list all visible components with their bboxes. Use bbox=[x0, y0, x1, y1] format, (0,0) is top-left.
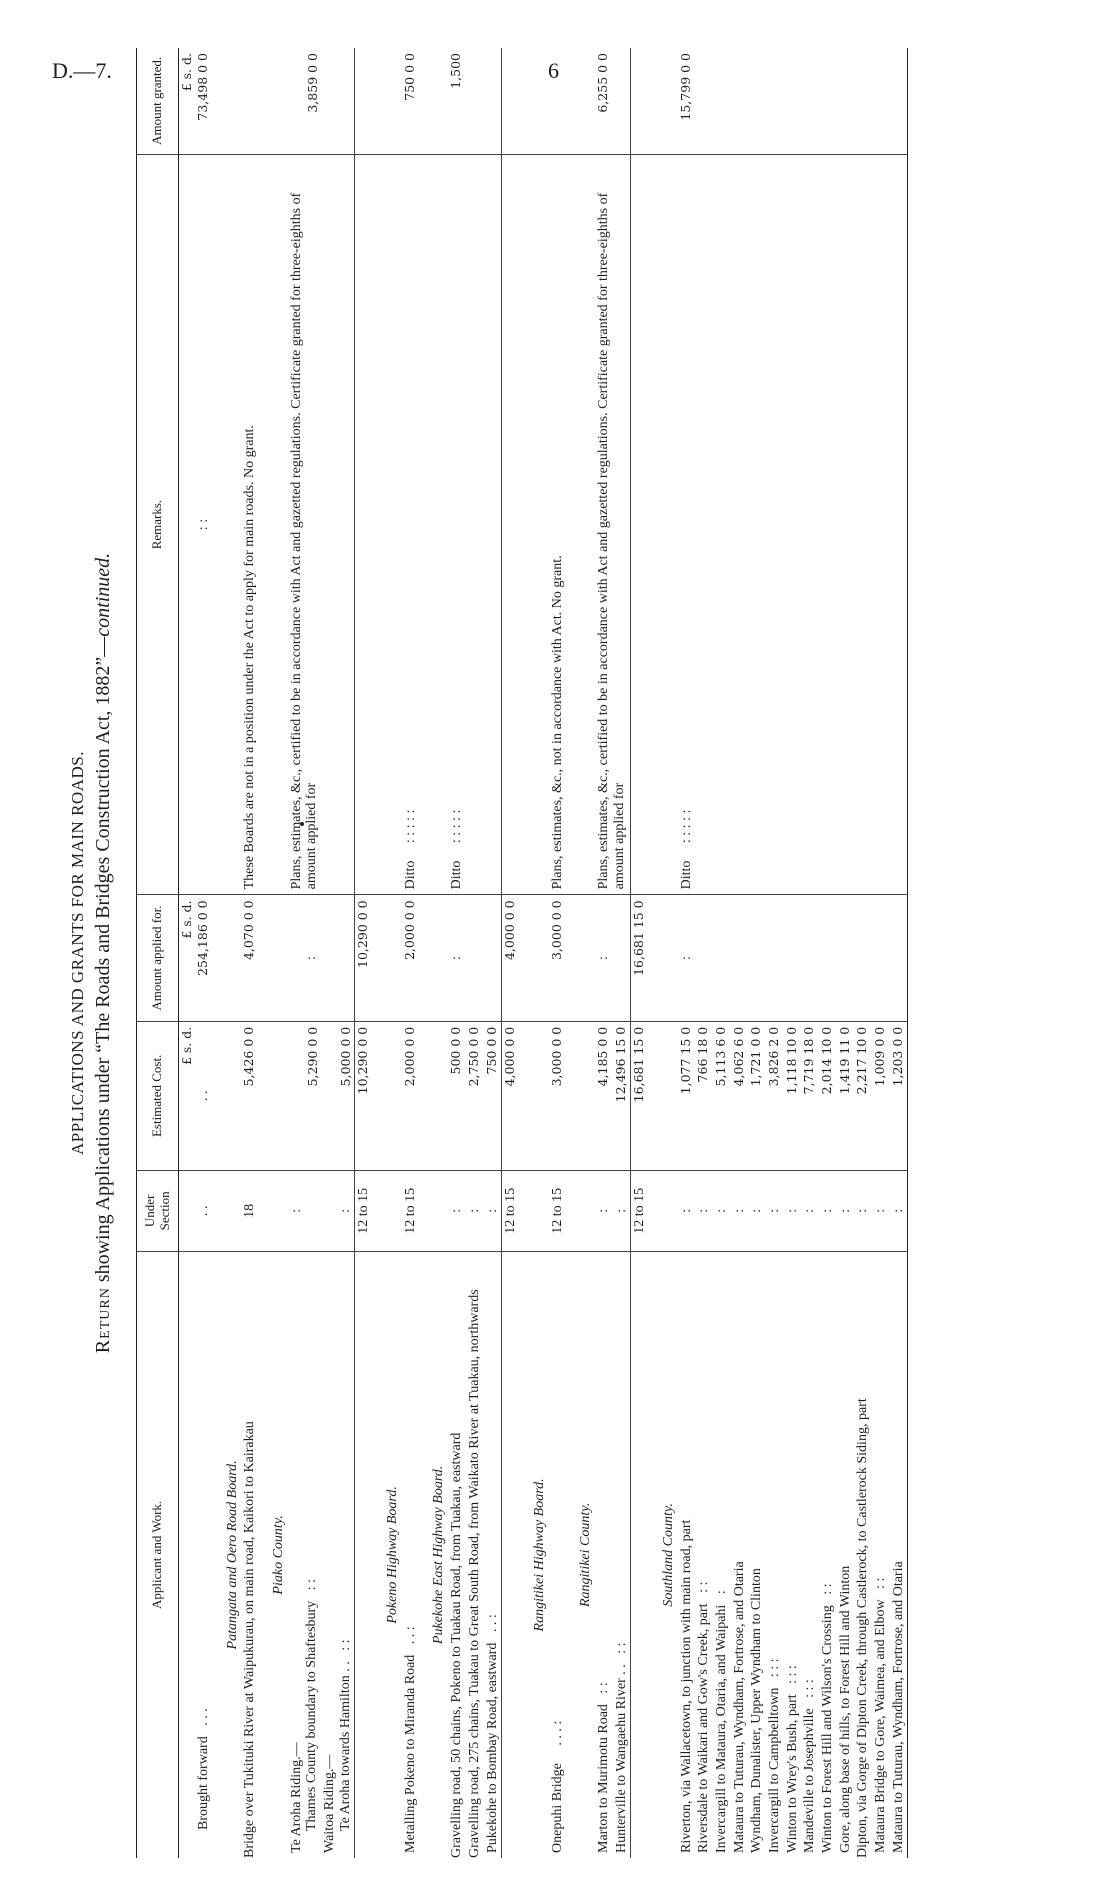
estimated-cell: 2,000 0 0 bbox=[402, 1021, 420, 1170]
group-heading: Rangitikei Highway Board. bbox=[531, 48, 549, 1858]
estimated-cell: 1,721 0 0 bbox=[748, 1021, 766, 1170]
estimated-total: 4,000 0 0 bbox=[502, 1021, 520, 1170]
work-cell: Marton to Murimotu Road : : bbox=[595, 1682, 611, 1853]
col-estimated-cost: Estimated Cost. bbox=[137, 1021, 179, 1170]
main-roads-table bbox=[136, 48, 908, 1858]
table-subtitle bbox=[92, 48, 115, 1858]
col-remarks: Remarks. bbox=[137, 154, 179, 895]
section-cell: 12 to 15 bbox=[355, 1170, 373, 1251]
subtitle-prefix: Return bbox=[92, 1287, 114, 1354]
subtotal-row bbox=[502, 48, 520, 1858]
remarks-cell: Plans, estimates, &c., not in accordance with Act. No grant. bbox=[549, 154, 567, 895]
subtitle-suffix: continued. bbox=[92, 552, 114, 637]
estimated-total: 10,290 0 0 bbox=[355, 1021, 373, 1170]
granted-cell: 6,255 0 0 bbox=[595, 48, 613, 154]
table-row bbox=[766, 48, 784, 1858]
work-cell: Brought forward . . . bbox=[196, 1708, 212, 1830]
group-heading: Piako County. bbox=[270, 48, 288, 1858]
subtitle-main: showing Applications under “The Roads and Bridges Construction Act, 1882”— bbox=[92, 636, 114, 1283]
table-row bbox=[695, 48, 713, 1858]
subtotal-row bbox=[631, 48, 649, 1858]
section-cell: . . bbox=[195, 1170, 213, 1251]
units-granted: £ s. d. bbox=[179, 48, 196, 154]
work-cell: Gravelling road, 50 chains, Pokeno to Tuakau Road, from Tuakau, eastward bbox=[449, 1432, 465, 1858]
remarks-cell: These Boards are not in a position under the Act to apply for main roads. No grant. bbox=[241, 154, 259, 895]
estimated-cell: 5,113 6 0 bbox=[713, 1021, 731, 1170]
section-cell: : bbox=[872, 1170, 890, 1251]
work-cell: Bridge over Tukituki River at Waipukurau, on main road, Kaikori to Kairakau bbox=[242, 1421, 258, 1858]
estimated-cell: 4,062 6 0 bbox=[731, 1021, 749, 1170]
section-cell: : bbox=[766, 1170, 784, 1251]
granted-cell: 73,498 0 0 bbox=[195, 48, 213, 154]
estimated-cell: 2,014 10 0 bbox=[819, 1021, 837, 1170]
section-cell: 12 to 15 bbox=[631, 1170, 649, 1251]
remarks-cell: Ditto : : : : : bbox=[402, 154, 420, 895]
section-cell: : bbox=[595, 1170, 613, 1251]
group-heading: Pokeno Highway Board. bbox=[384, 48, 402, 1858]
section-cell: : bbox=[288, 1170, 321, 1251]
group-heading: Rangitikei County. bbox=[577, 48, 595, 1858]
table-row bbox=[890, 48, 908, 1858]
estimated-cell: 750 0 0 bbox=[484, 1021, 502, 1170]
group-heading: Patangata and Oero Road Board. bbox=[224, 48, 242, 1858]
section-cell: 12 to 15 bbox=[549, 1170, 567, 1251]
table-row bbox=[713, 48, 731, 1858]
estimated-cell: 1,203 0 0 bbox=[890, 1021, 908, 1170]
estimated-cell: 766 18 0 bbox=[695, 1021, 713, 1170]
table-row bbox=[241, 48, 259, 1858]
subtotal-row bbox=[355, 48, 373, 1858]
applied-cell: : bbox=[595, 895, 613, 1021]
table-row bbox=[595, 48, 613, 1858]
table-row bbox=[402, 48, 420, 1858]
document-reference: D.—7. bbox=[52, 58, 112, 83]
work-cell: Mandeville to Josephville : : : bbox=[802, 1679, 818, 1853]
applied-total: 16,681 15 0 bbox=[631, 895, 649, 1021]
units-applied: £ s. d. bbox=[179, 895, 196, 1021]
col-amount-granted: Amount granted. bbox=[137, 48, 179, 154]
work-cell: Onepuhi Bridge . . . : bbox=[549, 1720, 565, 1853]
section-cell: 12 to 15 bbox=[502, 1170, 520, 1251]
applied-total: 4,000 0 0 bbox=[502, 895, 520, 1021]
estimated-cell: 2,750 0 0 bbox=[466, 1021, 484, 1170]
estimated-cell: 5,000 0 0 bbox=[321, 1021, 355, 1170]
estimated-cell: 2,217 10 0 bbox=[854, 1021, 872, 1170]
table-row bbox=[288, 48, 321, 1858]
work-cell: Gravelling road, 275 chains, Tuakau to Great South Road, from Waikato River at Tuakau, northwards bbox=[466, 1289, 482, 1858]
applied-cell: : bbox=[678, 895, 696, 1021]
applied-cell: 2,000 0 0 bbox=[402, 895, 420, 1021]
work-cell: Gore, along base of hills, to Forest Hill and Winton bbox=[837, 1565, 853, 1853]
section-cell: 18 bbox=[241, 1170, 259, 1251]
work-cell: Riversdale to Waikari and Gow's Creek, part : : bbox=[696, 1581, 712, 1853]
applied-cell: 4,070 0 0 bbox=[241, 895, 259, 1021]
work-cell: Mataura to Tuturau, Wyndham, Fortrose, and Otaria bbox=[731, 1561, 747, 1853]
work-cell: Te Aroha Riding.— Thames County boundary to Shaftesbury : : bbox=[288, 1579, 320, 1853]
table-row bbox=[195, 48, 213, 1858]
header-row bbox=[137, 48, 179, 1858]
section-cell: : bbox=[695, 1170, 713, 1251]
col-amount-applied: Amount applied for. bbox=[137, 895, 179, 1021]
table-row bbox=[731, 48, 749, 1858]
remarks-cell: Plans, estimates, &c., certified to be in accordance with Act and gazetted regulations. Certificate granted for three-eighths of amount applied for bbox=[595, 154, 631, 895]
estimated-cell: 5,426 0 0 bbox=[241, 1021, 259, 1170]
granted-cell: 3,859 0 0 bbox=[288, 48, 321, 154]
table-row bbox=[678, 48, 696, 1858]
table-title: APPLICATIONS AND GRANTS FOR MAIN ROADS. bbox=[68, 751, 87, 1155]
table-row bbox=[748, 48, 766, 1858]
work-cell: Wyndham, Dunalister, Upper Wyndham to Clinton bbox=[749, 1568, 765, 1853]
col-applicant: Applicant and Work. bbox=[137, 1251, 179, 1858]
table-row bbox=[448, 48, 466, 1858]
section-cell: : bbox=[837, 1170, 855, 1251]
estimated-cell: 1,077 15 0 bbox=[678, 1021, 696, 1170]
estimated-cell: 3,826 2 0 bbox=[766, 1021, 784, 1170]
section-cell: 12 to 15 bbox=[402, 1170, 420, 1251]
estimated-cell: 1,009 0 0 bbox=[872, 1021, 890, 1170]
table-row bbox=[837, 48, 855, 1858]
granted-cell: 750 0 0 bbox=[402, 48, 420, 154]
section-cell: : bbox=[321, 1170, 355, 1251]
section-cell: : bbox=[731, 1170, 749, 1251]
section-cell: : bbox=[678, 1170, 696, 1251]
estimated-cell: . . bbox=[195, 1021, 213, 1170]
work-cell: Mataura Bridge to Gore, Waimea, and Elbow : : bbox=[872, 1577, 888, 1853]
work-cell: Metalling Pokeno to Miranda Road . . : bbox=[402, 1626, 418, 1853]
page-number: 6 bbox=[548, 58, 559, 83]
estimated-cell: 12,496 15 0 bbox=[613, 1021, 631, 1170]
table-row bbox=[321, 48, 355, 1858]
table-row bbox=[484, 48, 502, 1858]
estimated-cell: 500 0 0 bbox=[448, 1021, 466, 1170]
granted-cell: 1,500 bbox=[448, 48, 466, 154]
table-row bbox=[872, 48, 890, 1858]
estimated-total: 16,681 15 0 bbox=[631, 1021, 649, 1170]
work-cell: Dipton, via Gorge of Dipton Creek, through Castlerock, to Castlerock Siding, part bbox=[855, 1398, 871, 1858]
estimated-cell: 7,719 18 0 bbox=[801, 1021, 819, 1170]
section-cell: : bbox=[448, 1170, 466, 1251]
estimated-cell: 4,185 0 0 bbox=[595, 1021, 613, 1170]
estimated-cell: 1,118 10 0 bbox=[784, 1021, 802, 1170]
section-cell: : bbox=[854, 1170, 872, 1251]
section-cell: : bbox=[784, 1170, 802, 1251]
section-cell: : bbox=[748, 1170, 766, 1251]
section-cell: : bbox=[466, 1170, 484, 1251]
estimated-cell: 3,000 0 0 bbox=[549, 1021, 567, 1170]
table-row bbox=[549, 48, 567, 1858]
table-row bbox=[854, 48, 872, 1858]
group-heading: Pukekohe East Highway Board. bbox=[430, 48, 448, 1858]
table-row bbox=[784, 48, 802, 1858]
work-cell: Pukekohe to Bombay Road, eastward . . : bbox=[484, 1614, 500, 1853]
estimated-cell: 1,419 11 0 bbox=[837, 1021, 855, 1170]
work-cell: Winton to Wrey's Bush, part : : : bbox=[784, 1665, 800, 1853]
work-cell: Waitoa Riding.— Te Aroha towards Hamilton . . : : bbox=[322, 1639, 353, 1853]
estimated-cell: 5,290 0 0 bbox=[288, 1021, 321, 1170]
work-cell: Hunterville to Wangaehu River . . : : bbox=[613, 1642, 629, 1853]
remarks-cell: : : bbox=[195, 154, 213, 895]
work-cell: Winton to Forest Hill and Wilson's Crossing : : bbox=[819, 1583, 835, 1853]
units-estimated: £ s. d. bbox=[179, 1021, 196, 1170]
table-row bbox=[819, 48, 837, 1858]
applied-cell: 254,186 0 0 bbox=[195, 895, 213, 1021]
section-cell: : bbox=[613, 1170, 631, 1251]
currency-units-row bbox=[179, 48, 196, 1858]
applied-cell: : bbox=[448, 895, 466, 1021]
work-cell: Invercargill to Campbelltown : : : bbox=[766, 1658, 782, 1853]
col-section: Under Section bbox=[137, 1170, 179, 1251]
granted-cell: 15,799 0 0 bbox=[678, 48, 696, 154]
remarks-cell: Ditto : : : : : bbox=[678, 154, 696, 895]
work-cell: Riverton, via Wallacetown, to junction with main road, part bbox=[678, 1519, 694, 1853]
section-cell: : bbox=[484, 1170, 502, 1251]
applied-total: 10,290 0 0 bbox=[355, 895, 373, 1021]
applied-cell: 3,000 0 0 bbox=[549, 895, 567, 1021]
table-row bbox=[801, 48, 819, 1858]
section-cell: : bbox=[713, 1170, 731, 1251]
rotated-table-page bbox=[44, 48, 1052, 1858]
remarks-cell: Plans, estimates, &c., certified to be in accordance with Act and gazetted regulations. Certificate granted for three-eighths of amount applied for bbox=[288, 154, 321, 895]
section-cell: : bbox=[890, 1170, 908, 1251]
work-cell: Invercargill to Mataura, Otaria, and Waipahi : bbox=[713, 1590, 729, 1853]
work-cell: Mataura to Tuturau, Wyndham, Fortrose, and Otaria bbox=[890, 1251, 908, 1858]
section-cell: : bbox=[801, 1170, 819, 1251]
group-heading: Southland County. bbox=[660, 48, 678, 1858]
section-cell: : bbox=[819, 1170, 837, 1251]
applied-cell: : bbox=[288, 895, 321, 1021]
table-row bbox=[466, 48, 484, 1858]
remarks-cell: Ditto : : : : : bbox=[448, 154, 466, 895]
